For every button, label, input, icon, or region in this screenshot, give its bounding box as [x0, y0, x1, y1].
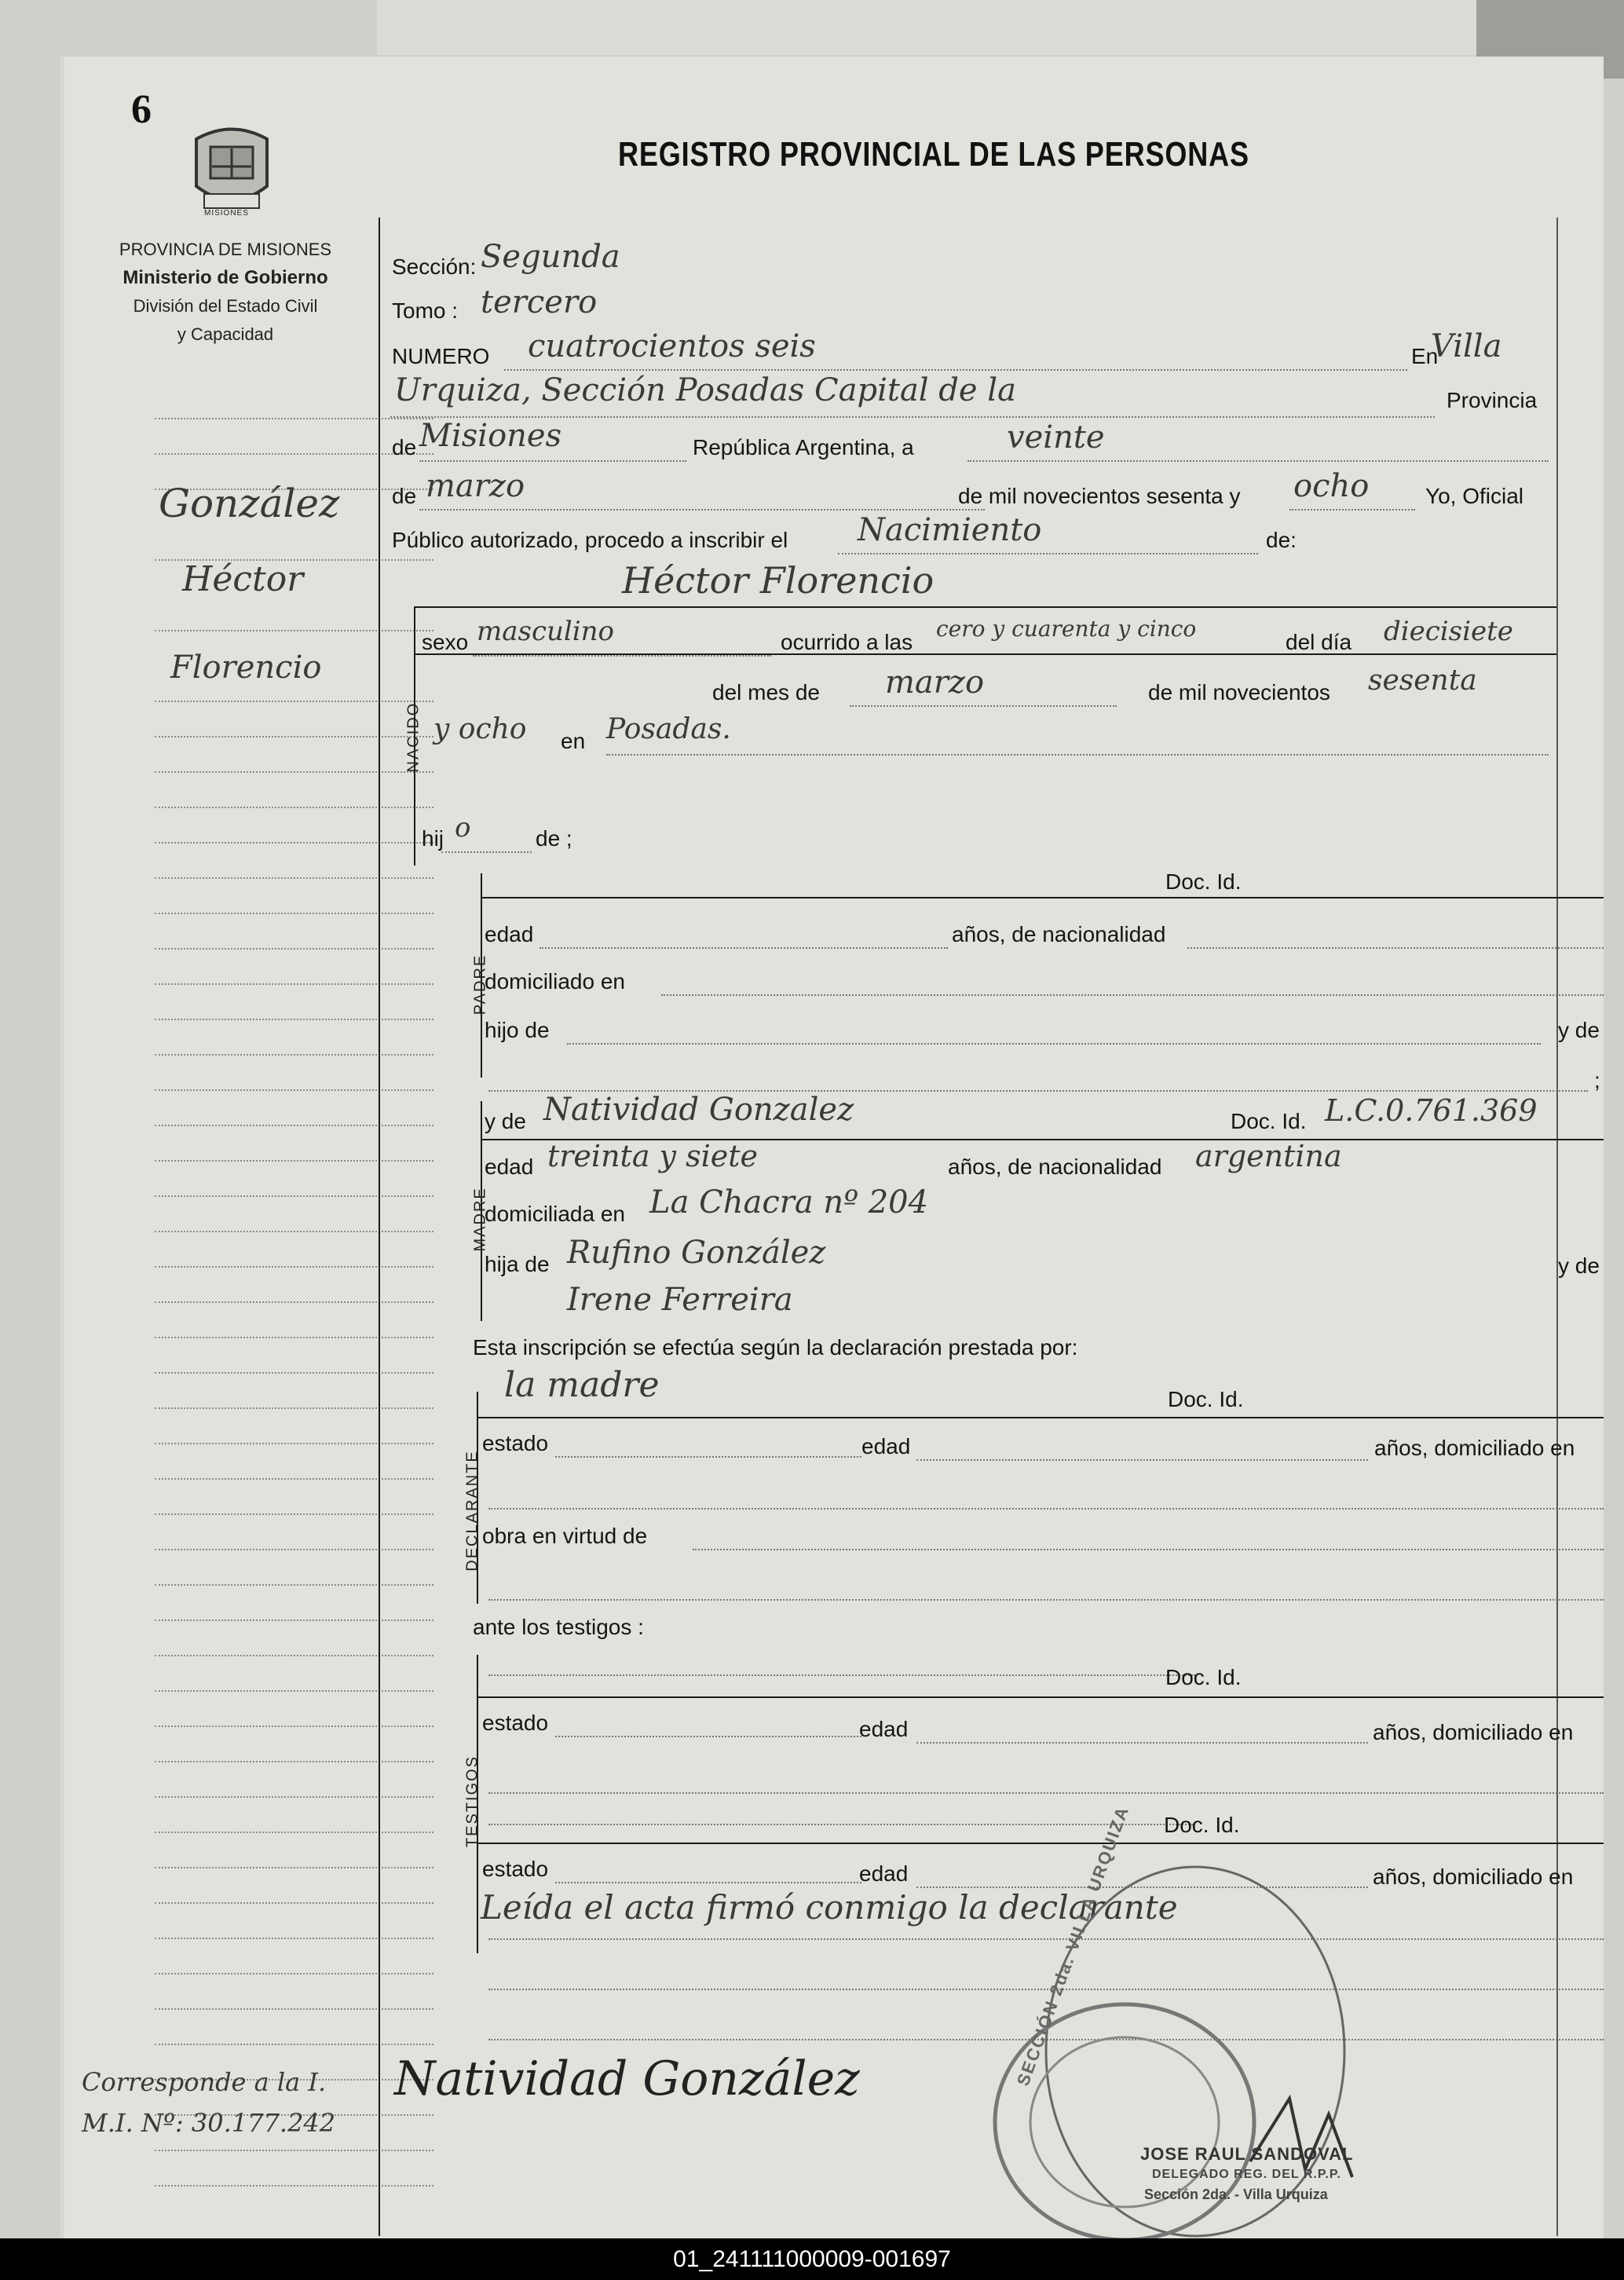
dotted-line — [850, 705, 1117, 707]
testigos-section-label: TESTIGOS — [463, 1755, 481, 1848]
de-label: de — [392, 435, 417, 459]
padre-hijo-label: hijo de — [485, 1018, 550, 1042]
page-number: 6 — [131, 87, 152, 132]
section-line — [477, 1417, 1604, 1418]
section-line — [477, 1696, 1604, 1698]
tomo-label: Tomo : — [392, 298, 459, 323]
padre-semicolon: ; — [1594, 1068, 1600, 1092]
ledger-line — [155, 1443, 433, 1444]
margin-note-2: M.I. Nº: 30.177.242 — [82, 2108, 336, 2138]
doc-type-value: Nacimiento — [858, 512, 1042, 548]
division-label-1: División del Estado Civil — [133, 296, 318, 316]
declarante-section-label: DECLARANTE — [463, 1450, 481, 1572]
stamp-text: SECCIÓN 2da. VILLA URQUIZA — [1012, 1802, 1133, 2089]
madre-nacionalidad-label: años, de nacionalidad — [948, 1155, 1162, 1179]
padre-domicilio-label: domiciliado en — [485, 969, 625, 994]
ledger-line — [155, 1832, 433, 1833]
padre-section-label: PADRE — [471, 953, 489, 1016]
madre-padre-value: Rufino González — [567, 1235, 826, 1271]
year-value: ocho — [1293, 468, 1370, 504]
ledger-line — [155, 2008, 433, 2010]
ledger-line — [155, 913, 433, 914]
dotted-line — [555, 1882, 861, 1883]
ledger-line — [155, 807, 433, 808]
madre-domicilio-label: domiciliada en — [485, 1202, 625, 1226]
ledger-line — [155, 1796, 433, 1798]
ledger-line — [155, 2150, 433, 2151]
ledger-line — [155, 1372, 433, 1374]
frame-right-line — [1556, 218, 1558, 2236]
dotted-line — [916, 1742, 1368, 1744]
testigo1-edad-label: edad — [859, 1717, 909, 1741]
dotted-line — [838, 553, 1258, 554]
testigo1-doc-label: Doc. Id. — [1165, 1665, 1242, 1689]
ministry-block — [64, 236, 386, 349]
ledger-line — [155, 1761, 433, 1762]
ledger-line — [155, 1867, 433, 1868]
ledger-line — [155, 1195, 433, 1197]
dotted-line — [555, 1736, 861, 1737]
numero-label: NUMERO — [392, 344, 490, 368]
ledger-line — [155, 842, 433, 844]
seal-text: MISIONES — [204, 209, 249, 218]
sexo-label: sexo — [422, 630, 469, 654]
ledger-line — [155, 1407, 433, 1409]
frame-left-line — [379, 218, 380, 2236]
testigo2-edad-label: edad — [859, 1861, 909, 1886]
official-office: Sección 2da. - Villa Urquiza — [1144, 2187, 1328, 2202]
ledger-line — [155, 771, 433, 773]
testigos-intro-label: ante los testigos : — [473, 1615, 644, 1639]
ledger-line — [155, 1690, 433, 1692]
dia-value: diecisiete — [1384, 616, 1513, 647]
lugar-value: Posadas. — [606, 713, 731, 745]
ledger-line — [155, 1938, 433, 1939]
ledger-line — [155, 1902, 433, 1904]
dotted-line — [1289, 509, 1415, 511]
en-label: En — [1411, 344, 1439, 368]
ledger-line — [155, 983, 433, 985]
ledger-line — [155, 1266, 433, 1268]
mes-value: marzo — [885, 664, 985, 701]
testigo2-estado-label: estado — [482, 1857, 549, 1881]
ledger-line — [155, 1726, 433, 1727]
madre-yde2-label: y de — [1558, 1253, 1600, 1278]
sexo-value: masculino — [477, 616, 615, 647]
official-name: JOSE RAUL SANDOVAL — [1140, 2144, 1354, 2164]
testigo2-doc-label: Doc. Id. — [1164, 1813, 1240, 1837]
footer-id: 01_241111000009-001697 — [0, 2238, 1624, 2280]
provincia-value: Misiones — [419, 418, 562, 454]
padre-doc-label: Doc. Id. — [1165, 869, 1242, 894]
tomo-value: tercero — [481, 284, 598, 320]
testigo1-estado-label: estado — [482, 1711, 549, 1735]
document-page — [64, 57, 1604, 2238]
province-label: PROVINCIA DE MISIONES — [119, 240, 332, 259]
madre-doc-label: Doc. Id. — [1231, 1109, 1307, 1133]
madre-nacionalidad-value: argentina — [1195, 1139, 1342, 1173]
ledger-line — [155, 1655, 433, 1656]
declarante-obra-label: obra en virtud de — [482, 1524, 648, 1548]
dotted-line — [504, 369, 1407, 371]
hijo-value: o — [455, 812, 471, 844]
ministry-label: Ministerio de Gobierno — [123, 267, 328, 288]
province-seal-icon — [181, 123, 283, 218]
hora-value: cero y cuarenta y cinco — [936, 616, 1197, 642]
nacido-section-label: NACIDO — [404, 701, 422, 773]
padre-edad-label: edad — [485, 922, 534, 946]
padre-yde-label: y de — [1558, 1018, 1600, 1042]
declarante-name-value: la madre — [504, 1365, 660, 1405]
declarante-doc-label: Doc. Id. — [1168, 1387, 1244, 1411]
ledger-line — [155, 877, 433, 879]
dotted-line — [916, 1459, 1368, 1461]
ledger-line — [155, 1337, 433, 1338]
dotted-line — [441, 851, 532, 853]
ledger-line — [155, 2185, 433, 2187]
section-line — [414, 606, 1556, 608]
place-value: Urquiza, Sección Posadas Capital de la — [394, 372, 1016, 408]
dotted-line — [693, 1549, 1604, 1550]
ocurrido-label: ocurrido a las — [781, 630, 913, 654]
declarante-edad-label: edad — [861, 1434, 911, 1458]
person-name: Héctor Florencio — [622, 559, 935, 602]
oficial-label: Yo, Oficial — [1425, 484, 1524, 508]
anio-value: sesenta — [1368, 664, 1477, 697]
madre-doc-value: L.C.0.761.369 — [1325, 1093, 1538, 1128]
madre-name-value: Natividad Gonzalez — [543, 1092, 854, 1128]
ledger-line — [155, 1089, 433, 1091]
ledger-line — [155, 1513, 433, 1515]
seccion-label: Sección: — [392, 254, 477, 279]
ledger-line — [155, 1619, 433, 1621]
section-line — [481, 897, 1604, 898]
dotted-line — [488, 1674, 1195, 1676]
division-label-2: y Capacidad — [177, 324, 274, 344]
dotted-line — [967, 460, 1549, 462]
provincia-label: Provincia — [1447, 388, 1538, 412]
dia-label: del día — [1286, 630, 1352, 654]
dotted-line — [540, 947, 948, 949]
mil-label: de mil novecientos — [1148, 680, 1330, 704]
dotted-line — [473, 655, 771, 657]
hijo-de-label: de ; — [536, 826, 572, 851]
month-value: marzo — [426, 468, 525, 504]
dotted-line — [555, 1456, 861, 1458]
ledger-line — [155, 1549, 433, 1550]
madre-section-label: MADRE — [471, 1187, 489, 1252]
ledger-line — [155, 948, 433, 950]
dotted-line — [488, 1792, 1604, 1794]
hijo-label: hij — [422, 826, 444, 851]
dotted-line — [488, 1508, 1604, 1510]
dotted-line — [488, 1824, 1195, 1825]
ledger-line — [155, 701, 433, 702]
declarante-intro-label: Esta inscripción se efectúa según la declaración prestada por: — [473, 1335, 1078, 1360]
margin-name-2: Florencio — [170, 650, 322, 686]
dotted-line — [661, 994, 1604, 996]
ledger-line — [155, 630, 433, 631]
madre-edad-value: treinta y siete — [547, 1139, 759, 1173]
ledger-line — [155, 736, 433, 737]
year-label: de mil novecientos sesenta y — [958, 484, 1241, 508]
ledger-line — [155, 418, 433, 419]
dotted-line — [1187, 947, 1604, 949]
madre-yde-label: y de — [485, 1109, 526, 1133]
en-value: Villa — [1431, 328, 1502, 364]
ledger-line — [155, 1019, 433, 1020]
madre-madre-value: Irene Ferreira — [567, 1282, 793, 1318]
document-title: REGISTRO PROVINCIAL DE LAS PERSONAS — [618, 135, 1249, 174]
ledger-line — [155, 1054, 433, 1056]
ledger-line — [155, 1160, 433, 1162]
de3-label: de: — [1266, 528, 1297, 552]
margin-note-1: Corresponde a la I. — [82, 2067, 327, 2097]
ledger-line — [155, 1125, 433, 1126]
ledger-line — [155, 1973, 433, 1974]
margin-name-1: Héctor — [182, 559, 304, 599]
ledger-line — [155, 1231, 433, 1232]
seccion-value: Segunda — [481, 239, 620, 275]
madre-domicilio-value: La Chacra nº 204 — [649, 1184, 929, 1221]
republica-label: República Argentina, a — [693, 435, 914, 459]
ledger-line — [155, 1478, 433, 1480]
page-edge-top — [377, 0, 1602, 55]
mes-label: del mes de — [712, 680, 820, 704]
dotted-line — [488, 1599, 1604, 1601]
dotted-line — [567, 1043, 1541, 1045]
declarante-estado-label: estado — [482, 1431, 549, 1455]
padre-nacionalidad-label: años, de nacionalidad — [952, 922, 1166, 946]
declarante-domicilio-label: años, domiciliado en — [1374, 1436, 1575, 1460]
testigo1-domicilio-label: años, domiciliado en — [1373, 1720, 1574, 1744]
section-line — [477, 1843, 1604, 1844]
publico-label: Público autorizado, procedo a inscribir el — [392, 528, 788, 552]
margin-surname: González — [159, 481, 340, 526]
madre-edad-label: edad — [485, 1155, 534, 1179]
closing-text: Leída el acta firmó conmigo la declarante — [481, 1888, 1178, 1927]
signature: Natividad González — [394, 2051, 860, 2106]
anio-value-2: y ocho — [433, 713, 527, 745]
dotted-line — [606, 754, 1549, 756]
day-value: veinte — [1007, 419, 1105, 456]
en-lugar-label: en — [561, 729, 586, 753]
numero-value: cuatrocientos seis — [528, 328, 816, 364]
dotted-line — [419, 509, 985, 511]
official-title: DELEGADO REG. DEL R.P.P. — [1152, 2168, 1341, 2181]
madre-hija-label: hija de — [485, 1252, 550, 1276]
ledger-line — [155, 1584, 433, 1586]
ledger-line — [155, 1301, 433, 1303]
dotted-line — [419, 460, 686, 462]
testigo2-domicilio-label: años, domiciliado en — [1373, 1865, 1574, 1889]
de2-label: de — [392, 484, 417, 508]
ledger-line — [155, 2044, 433, 2045]
